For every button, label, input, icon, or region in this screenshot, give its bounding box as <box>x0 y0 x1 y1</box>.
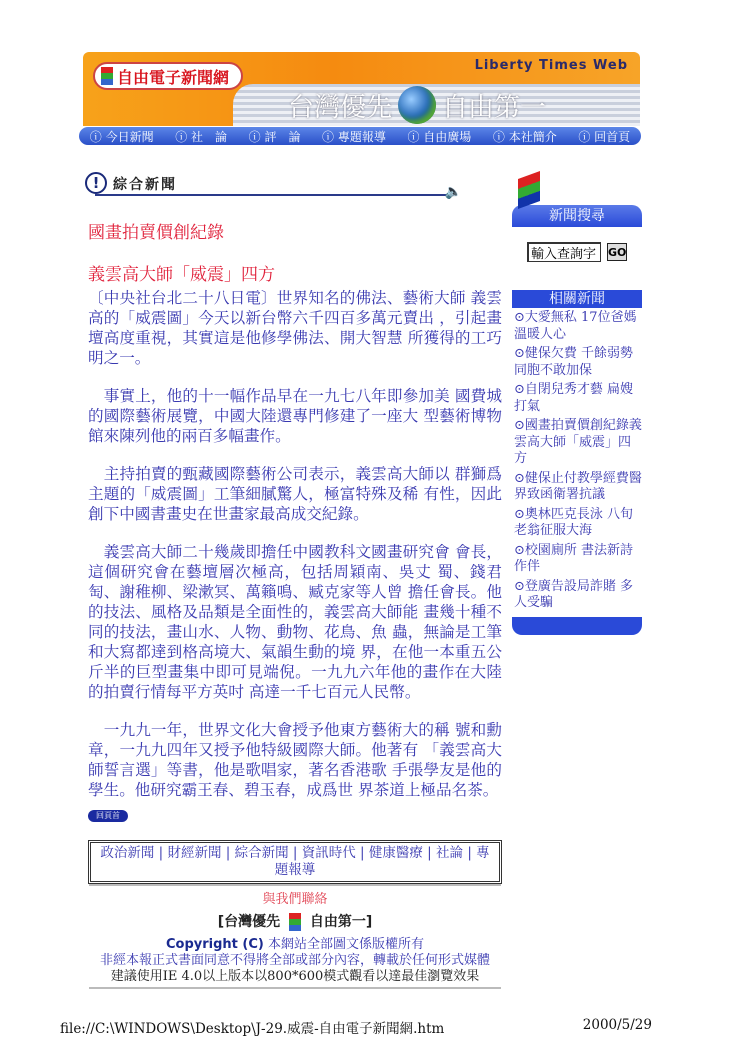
nav-editorial[interactable]: ⓘ 社 論 <box>175 129 228 144</box>
cat-info[interactable]: 資訊時代 <box>301 845 356 861</box>
speaker-icon[interactable]: 🔈 <box>444 184 462 200</box>
article-subtitle: 義雲高大師「威震」四方 <box>88 265 275 285</box>
copyright-notice: 非經本報正式書面同意不得將全部或部分內容，轉載於任何形式媒體 <box>99 953 490 968</box>
contact-link[interactable]: 與我們聯絡 <box>262 892 328 907</box>
print-path: file://C:\WINDOWS\Desktop\J-29.威震-自由電子新聞網.htm <box>60 1021 445 1037</box>
related-item[interactable]: ⊙健保欠費 千餘弱勢同胞不敢加保 <box>514 346 634 378</box>
exclamation-icon: ! <box>85 172 107 194</box>
slogan-right: 自由第一 <box>442 92 547 123</box>
related-footer <box>512 617 642 635</box>
paragraph: 主持拍賣的甄藏國際藝術公司表示，義雲高大師以 群獅爲主題的「威震圖」工筆細膩驚人，極富特殊及稀 有性，因此創下中國書畫史在世畫家最高成交紀錄。 <box>88 465 502 523</box>
divider <box>89 884 501 886</box>
logo-icon <box>101 67 113 85</box>
nav-forum[interactable]: ⓘ 自由廣場 <box>407 129 472 144</box>
footer-tagline: [台灣優先 自由第一] <box>217 914 373 930</box>
cat-health[interactable]: 健康醫療 <box>368 845 423 861</box>
paragraph: 事實上，他的十一幅作品早在一九七八年即參加美 國費城的國際藝術展覽，中國大陸還專門修建了一座大 型藝術博物館來陳列他的兩百多幅畫作。 <box>88 387 502 445</box>
globe-icon <box>398 86 436 124</box>
related-item[interactable]: ⊙奧林匹克長泳 八旬老翁征服大海 <box>514 506 634 538</box>
related-item[interactable]: ⊙校園廁所 書法新詩作伴 <box>514 542 634 574</box>
logo-icon <box>518 171 540 209</box>
search-panel <box>512 175 642 227</box>
go-button[interactable]: GO <box>607 243 627 261</box>
nav-today[interactable]: ⓘ 今日新聞 <box>89 129 154 144</box>
back-to-top-button[interactable]: 回頁首 <box>88 810 128 822</box>
related-item[interactable]: ⊙國畫拍賣價創紀錄義雲高大師「威震」四方 <box>514 418 642 466</box>
cat-politics[interactable]: 政治新聞 <box>100 845 155 861</box>
related-item[interactable]: ⊙登廣告設局詐賭 多人受騙 <box>514 578 634 610</box>
copyright-zh: 本網站全部圖文係版權所有 <box>267 937 424 952</box>
related-item[interactable]: ⊙大愛無私 17位爸媽溫暖人心 <box>514 310 637 342</box>
print-footer <box>60 1017 652 1037</box>
cat-general[interactable]: 綜合新聞 <box>234 845 289 861</box>
section-header <box>85 172 462 198</box>
divider <box>89 987 501 989</box>
logo-icon <box>289 913 301 931</box>
related-news <box>512 290 642 635</box>
brand-english: Liberty Times Web <box>474 58 628 73</box>
paragraph: 〔中央社台北二十八日電〕世界知名的佛法、藝術大師 義雲高的「威震圖」今天以新台幣六千四百多萬元賣出 ，引起畫壇高度重視，其實這是他修學佛法、開大智慧 所獲得的工巧明之一。 <box>88 289 502 367</box>
search-input[interactable] <box>527 242 601 262</box>
category-links: 政治新聞 | 財經新聞 | 綜合新聞 | 資訊時代 | 健康醫療 | 社論 | 專題報導 <box>88 840 502 884</box>
main-nav <box>79 127 641 145</box>
article-body <box>88 288 502 800</box>
cat-finance[interactable]: 財經新聞 <box>167 845 222 861</box>
article-title: 國畫拍賣價創紀錄 <box>88 223 224 243</box>
slogan-left: 台灣優先 <box>288 92 393 123</box>
browser-note: 建議使用IE 4.0以上版本以800*600模式觀看以達最佳瀏覽效果 <box>110 969 480 984</box>
related-title: 相關新聞 <box>512 290 642 308</box>
logo-text: 自由電子新聞網 <box>117 67 230 87</box>
copyright-en: Copyright (C) <box>166 937 264 952</box>
nav-commentary[interactable]: ⓘ 評 論 <box>248 129 301 144</box>
nav-about[interactable]: ⓘ 本社簡介 <box>492 129 557 144</box>
slogan <box>288 86 546 124</box>
cat-special[interactable]: 專題報導 <box>274 845 490 878</box>
copyright <box>88 937 502 985</box>
print-date: 2000/5/29 <box>582 1017 652 1033</box>
related-item[interactable]: ⊙健保止付教學經費醫界致函衛署抗議 <box>514 470 642 502</box>
search-title: 新聞搜尋 <box>512 205 642 227</box>
nav-special[interactable]: ⓘ 專題報導 <box>322 129 386 144</box>
nav-home[interactable]: ⓘ 回首頁 <box>578 129 631 144</box>
divider <box>95 194 450 196</box>
search-form <box>527 242 627 262</box>
paragraph: 義雲高大師二十幾歲即擔任中國教科文國畫研究會 會長，這個研究會在藝壇層次極高，包括周穎南、吳丈 蜀、錢君匋、謝稚柳、梁漱冥、萬籟鳴、臧克家等人曾 擔任會長。他的技法、風格及品類是全面性的，義雲高大師能 畫幾十種不同的技法，畫山水、人物、動物、花鳥、魚 蟲，無論是工筆和大寫都達到格高境大、氣韻生動的境 界，在他一本重五公斤半的巨型畫集中即可見端倪。一九九六年他的畫作在大陸的拍賣行情每平方英吋 高達一千七百元人民幣。 <box>88 543 502 701</box>
section-label: 綜合新聞 <box>113 177 177 193</box>
cat-editorial[interactable]: 社論 <box>436 845 464 861</box>
banner <box>83 52 640 126</box>
paragraph: 一九九一年，世界文化大會授予他東方藝術大的稱 號和勳章，一九九四年又授予他特級國際大師。他著有 「義雲高大師誓言選」等書，他是歌唱家，著名香港歌 手張學友是他的學生。他研究霸王春、碧玉春，成爲世 界茶道上極品名茶。 <box>88 721 502 799</box>
related-item[interactable]: ⊙自閉兒秀才藝 扁嫂打氣 <box>514 382 634 414</box>
site-logo[interactable] <box>93 62 243 90</box>
